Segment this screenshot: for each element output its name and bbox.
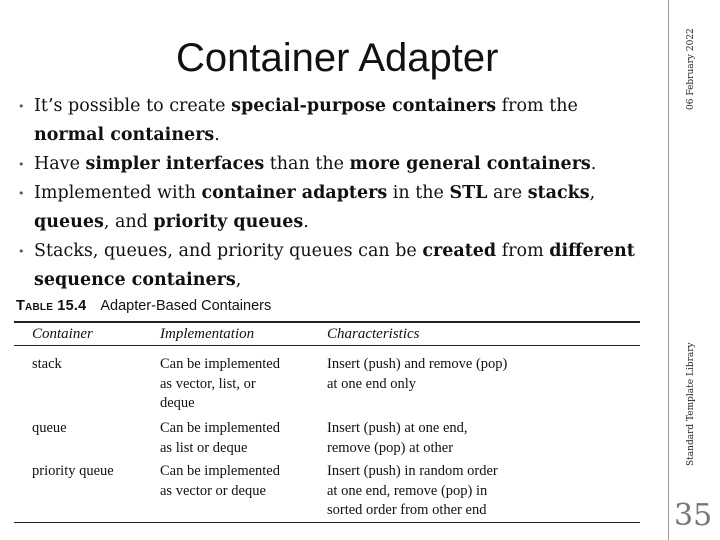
bullet-text: are	[487, 183, 528, 203]
bullet-emphasis: different sequence containers	[34, 241, 635, 290]
table-cell-implementation: Can be implemented as vector, list, or deque	[160, 356, 280, 411]
table-cell-container: priority queue	[32, 463, 114, 479]
table-cell-container: stack	[32, 356, 62, 372]
table-cell-implementation: Can be implemented as list or deque	[160, 420, 280, 456]
header-implementation: Implementation	[160, 326, 255, 342]
bullet-item	[18, 92, 638, 150]
bullet-text: .	[214, 125, 220, 145]
bullet-emphasis: simpler interfaces	[85, 154, 265, 174]
bullet-text: from	[496, 241, 550, 261]
header-characteristics: Characteristics	[327, 326, 420, 342]
bullet-text: Stacks, queues, and priority queues can be	[34, 241, 423, 261]
bullet-list	[18, 92, 638, 295]
slide-date: 06 February 2022	[686, 28, 696, 110]
bullet-text: from the	[496, 96, 578, 116]
table-cell-container: queue	[32, 420, 67, 436]
bullet-dot-icon: •	[18, 100, 25, 113]
bullet-emphasis: more general containers	[349, 154, 591, 174]
table-header-rule	[14, 345, 640, 346]
bullet-text: than the	[264, 154, 350, 174]
bullet-text: in the	[387, 183, 450, 203]
bullet-text: .	[590, 154, 597, 174]
bullet-item	[18, 237, 638, 295]
header-container: Container	[32, 326, 93, 342]
bullet-text: Implemented with	[34, 183, 202, 203]
bullet-emphasis: STL	[449, 183, 488, 203]
bullet-emphasis: created	[422, 241, 497, 261]
bullet-text: .	[303, 212, 309, 232]
bullet-dot-icon: •	[18, 245, 25, 258]
bullet-emphasis: priority queues	[153, 212, 304, 232]
bullet-item	[18, 150, 638, 179]
table-cell-characteristics: Insert (push) at one end, remove (pop) at other	[327, 420, 468, 456]
table-cell-implementation: Can be implemented as vector or deque	[160, 463, 280, 499]
table-top-rule	[14, 321, 640, 323]
bullet-emphasis: normal containers	[34, 125, 215, 145]
table-bottom-rule	[14, 522, 640, 523]
bullet-item	[18, 179, 638, 237]
bullet-dot-icon: •	[18, 187, 25, 200]
table-cell-characteristics: Insert (push) in random order at one end, remove (pop) in sorted order from other end	[327, 463, 498, 518]
bullet-text: Have	[34, 154, 86, 174]
table-name: Adapter-Based Containers	[100, 298, 272, 314]
bullet-text: , and	[103, 212, 154, 232]
table-cell-characteristics: Insert (push) and remove (pop) at one end only	[327, 356, 508, 392]
table-caption	[16, 298, 271, 314]
bullet-dot-icon: •	[18, 158, 25, 171]
bullet-emphasis: special-purpose containers	[231, 96, 497, 116]
bullet-emphasis: stacks	[527, 183, 590, 203]
slide-title: Container Adapter	[176, 36, 499, 80]
bullet-text: ,	[235, 270, 242, 290]
page-number: 35	[674, 498, 713, 533]
slide-footer: Standard Template Library	[686, 342, 696, 466]
bullet-emphasis: queues	[34, 212, 104, 232]
table-number: Table 15.4	[16, 298, 87, 314]
bullet-text: It’s possible to create	[34, 96, 232, 116]
bullet-text: ,	[589, 183, 596, 203]
bullet-emphasis: container adapters	[201, 183, 388, 203]
